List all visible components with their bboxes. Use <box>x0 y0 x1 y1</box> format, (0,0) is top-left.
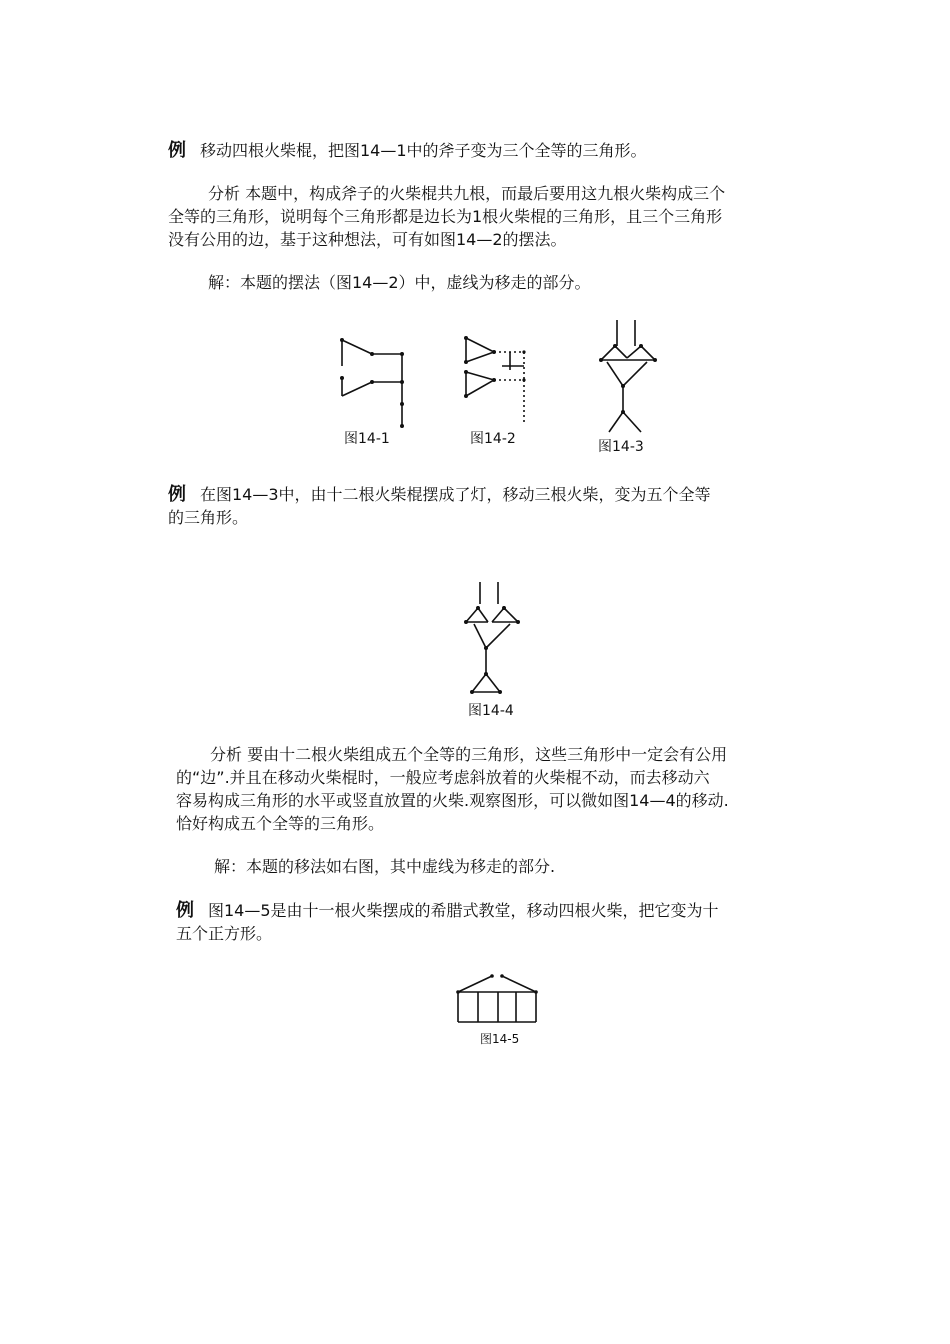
example3-problem-line-2: 五个正方形。 <box>176 924 273 943</box>
figure-14-5-temple-diagram <box>452 970 542 1030</box>
example3-marker: 例 <box>176 900 194 921</box>
example1-analysis-line-1: 分析 本题中，构成斧子的火柴棍共九根，而最后要用这九根火柴构成三个 <box>208 184 726 203</box>
example3-problem-text-1: 图14—5是由十一根火柴摆成的希腊式教堂，移动四根火柴，把它变为十 <box>208 901 719 920</box>
example2-analysis-line-3: 容易构成三角形的水平或竖直放置的火柴.观察图形，可以微如图14—4的移动. <box>176 791 729 810</box>
example2-problem-line-1 <box>168 484 711 506</box>
figure-14-4-caption: 图14-4 <box>468 703 514 719</box>
figure-14-1-axe-diagram <box>330 330 420 430</box>
example2-marker: 例 <box>168 484 186 505</box>
example1-problem <box>168 140 647 162</box>
figure-14-1-caption: 图14-1 <box>344 431 390 447</box>
example1-analysis-line-2: 全等的三角形，说明每个三角形都是边长为1根火柴棍的三角形，且三个三角形 <box>168 207 723 226</box>
example1-problem-text: 移动四根火柴棍，把图14—1中的斧子变为三个全等的三角形。 <box>200 141 647 160</box>
example3-problem-line-1 <box>176 900 719 922</box>
figure-14-3-lamp-diagram <box>585 318 665 438</box>
example2-problem-text-1: 在图14—3中，由十二根火柴棍摆成了灯，移动三根火柴，变为五个全等 <box>200 485 711 504</box>
figure-14-4-diagram <box>460 580 526 698</box>
figure-14-2-caption: 图14-2 <box>470 431 516 447</box>
example2-problem-line-2: 的三角形。 <box>168 508 249 527</box>
figure-14-2-diagram <box>458 330 538 430</box>
figure-14-5-caption: 图14-5 <box>480 1032 520 1046</box>
example2-solution: 解：本题的移法如右图，其中虚线为移走的部分. <box>214 857 556 876</box>
example1-analysis-line-3: 没有公用的边，基于这种想法，可有如图14—2的摆法。 <box>168 230 567 249</box>
example2-analysis-line-1: 分析 要由十二根火柴组成五个全等的三角形，这些三角形中一定会有公用 <box>210 745 728 764</box>
figure-14-3-caption: 图14-3 <box>598 439 644 455</box>
example2-analysis-line-2: 的“边”.并且在移动火柴棍时，一般应考虑斜放着的火柴棍不动，而去移动六 <box>176 768 710 787</box>
example2-analysis-line-4: 恰好构成五个全等的三角形。 <box>176 814 385 833</box>
example1-marker: 例 <box>168 140 186 161</box>
example1-solution: 解：本题的摆法（图14—2）中，虚线为移走的部分。 <box>208 273 591 292</box>
